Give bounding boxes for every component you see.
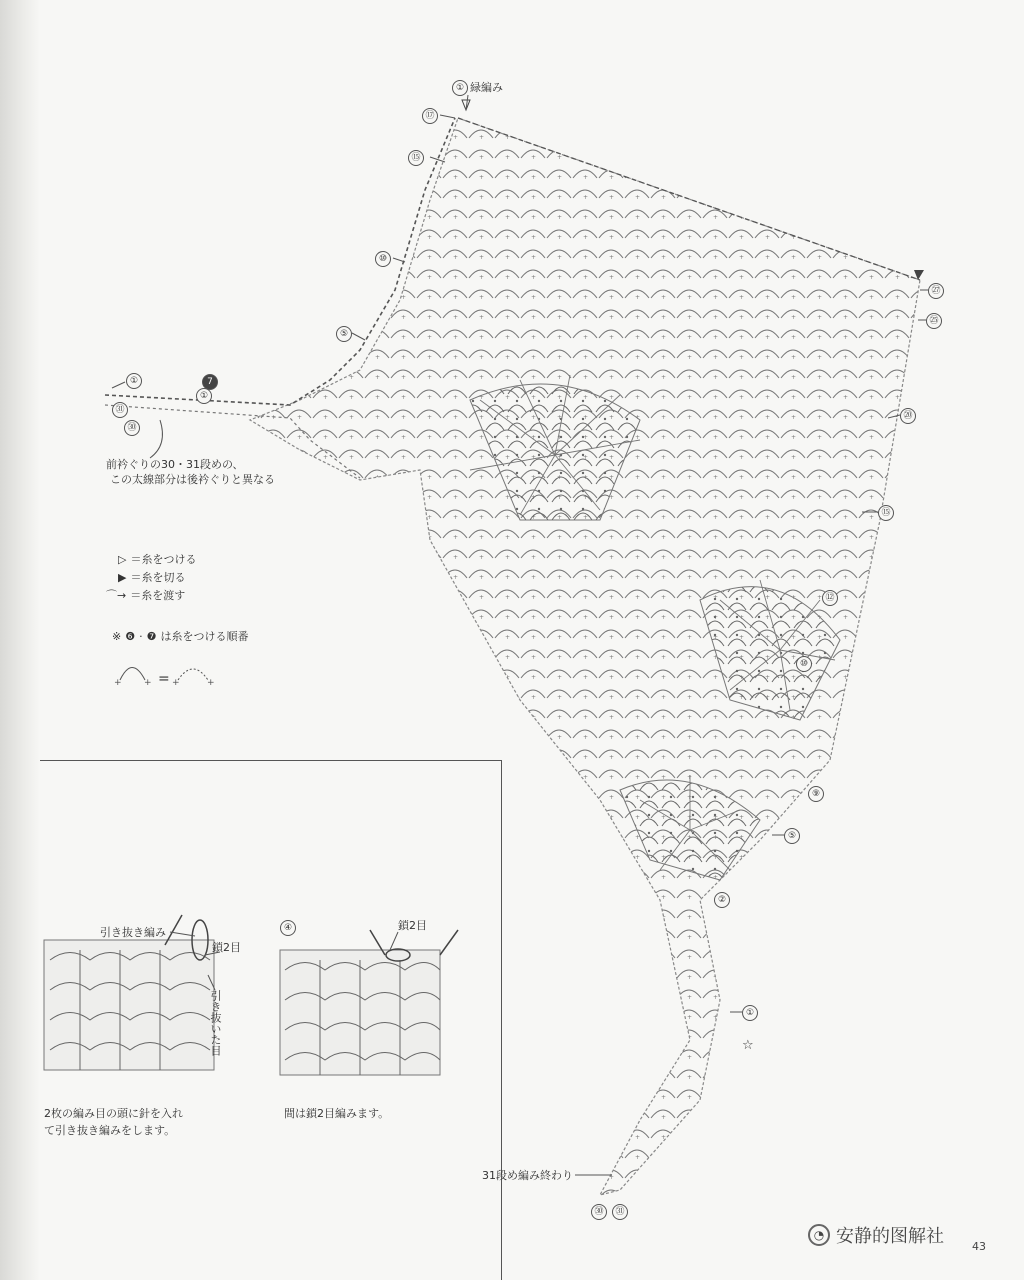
neck-mark-3: ㉚ <box>124 420 140 436</box>
end-mark-1: ㉛ <box>612 1204 628 1220</box>
chat-bubble-icon: ◔ <box>808 1224 830 1246</box>
attach-yarn-icon: ▷ <box>118 553 127 566</box>
order-note-prefix: ※ <box>112 630 122 643</box>
row-number-left-1: ⑮ <box>408 150 424 166</box>
legend-cut-yarn <box>118 570 185 585</box>
legend-attach-text: ＝糸をつける <box>130 553 197 566</box>
inset-chain-label-4: 鎖2目 <box>398 919 427 932</box>
watermark-text: 安静的图解社 <box>836 1226 944 1247</box>
svg-text:+: + <box>144 678 152 688</box>
page-number: 43 <box>972 1240 986 1253</box>
svg-text:+: + <box>172 678 180 688</box>
order-note-text: は糸をつける順番 <box>160 630 249 643</box>
top-edge-label: 緑編み <box>470 81 503 94</box>
row-number-right-2: ⑳ <box>900 408 916 424</box>
legend-carry-text: ＝糸を渡す <box>130 589 186 602</box>
row-number-right-9: ① <box>742 1005 758 1021</box>
inset-box <box>40 760 502 1280</box>
inset-slip-stitch-label: 引き抜き編み <box>100 926 166 939</box>
order-note: ※ ❻ · ❼ は糸をつける順番 <box>112 630 249 643</box>
row-number-right-8: ② <box>714 892 730 908</box>
carry-yarn-icon: ⌒→ <box>106 589 127 602</box>
legend-cut-text: ＝糸を切る <box>130 571 186 584</box>
equals-sign: = <box>158 671 170 687</box>
svg-text:+: + <box>207 678 215 688</box>
row-number-left-2: ⑩ <box>375 251 391 267</box>
row-number-right-7: ⑤ <box>784 828 800 844</box>
inset-chain-label-3: 鎖2目 <box>212 941 241 954</box>
row-number-right-6: ⑨ <box>808 786 824 802</box>
end-row-label: 31段め編み終わり <box>482 1169 573 1182</box>
neck-note-pointer <box>150 420 162 458</box>
inset-pulled-label: 引き抜いた目 <box>209 990 222 1056</box>
neck-mark-0: ① <box>126 373 142 389</box>
svg-text:+: + <box>114 678 122 688</box>
watermark <box>808 1222 944 1248</box>
order-mark-6: ❻ <box>125 630 136 643</box>
row-number-right-1: ㉕ <box>926 313 942 329</box>
inset-caption-4: 間は鎖2目編みます。 <box>284 1107 390 1120</box>
neck-note-line-2: この太線部分は後衿ぐりと異なる <box>110 473 275 486</box>
star-mark: ☆ <box>742 1038 754 1053</box>
neck-order-mark: 7 <box>202 374 218 390</box>
start-row-number: ① <box>452 80 468 96</box>
row-number-right-0: ㉗ <box>928 283 944 299</box>
order-mark-7: ❼ <box>146 630 157 643</box>
legend-attach-yarn <box>118 552 196 567</box>
inset-caption-3-line-1: 2枚の編み目の頭に針を入れ <box>44 1107 183 1120</box>
row-number-right-4: ⑫ <box>822 590 838 606</box>
row-number-left-0: ⑰ <box>422 108 438 124</box>
end-mark-0: ㉚ <box>591 1204 607 1220</box>
neck-mark-2: ㉛ <box>112 402 128 418</box>
row-number-left-3: ⑤ <box>336 326 352 342</box>
cut-yarn-icon: ▶ <box>118 571 127 584</box>
neck-note-line-1: 前衿ぐりの30・31段めの、 <box>106 458 244 471</box>
legend-carry-yarn <box>106 588 185 603</box>
row-number-right-3: ⑮ <box>878 505 894 521</box>
row-number-right-5: ⑩ <box>796 656 812 672</box>
inset-step4-number: ④ <box>280 920 296 936</box>
neck-mark-1: ① <box>196 388 212 404</box>
inset-caption-3-line-2: て引き抜き編みをします。 <box>44 1124 176 1137</box>
